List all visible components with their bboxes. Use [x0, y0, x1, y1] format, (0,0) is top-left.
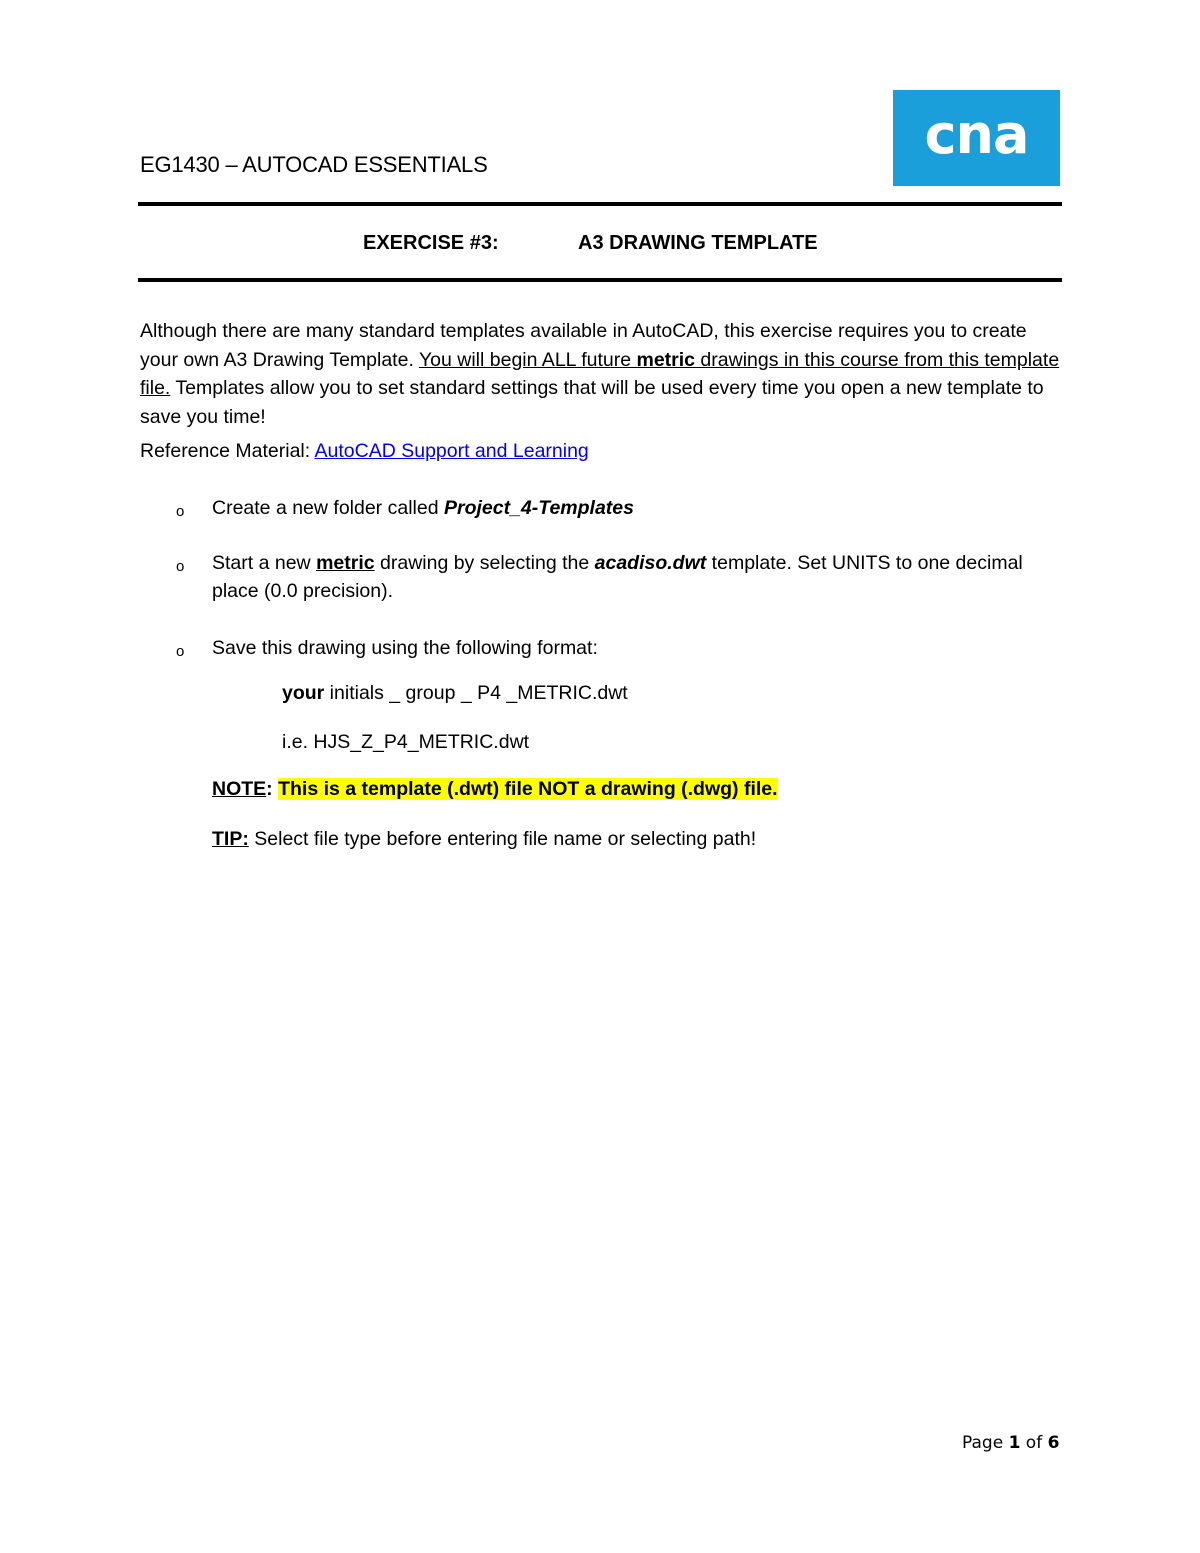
page-number	[962, 1433, 1059, 1453]
step1-folder-name: Project_4-Templates	[443, 497, 634, 519]
step-create-folder	[212, 494, 1072, 522]
tip-text: Select file type before entering file name or selecting path!	[248, 828, 757, 850]
filename-format	[282, 682, 628, 705]
reference-line	[140, 440, 589, 463]
format-rest: initials _ group _ P4 _METRIC.dwt	[324, 682, 628, 704]
autocad-support-link[interactable]: AutoCAD Support and Learning	[314, 440, 589, 462]
intro-underlined-a: You will begin ALL future	[418, 348, 637, 371]
step-save-drawing: Save this drawing using the following format:	[212, 637, 598, 659]
intro-text-end: Templates allow you to set standard settings that will be used every time you open a new template to save you time!	[140, 377, 1044, 428]
intro-underlined-bold: metric	[636, 348, 696, 371]
note-text: This is a template (.dwt) file NOT a drawing (.dwg) file.	[278, 778, 778, 800]
page-total: 6	[1047, 1433, 1060, 1453]
logo-text: cna	[924, 103, 1029, 166]
step2-post: template. Set UNITS to one decimal place (0.0 precision).	[212, 552, 1023, 602]
step2-text: Start a new	[212, 552, 317, 574]
step1-text: Create a new folder called	[212, 497, 444, 519]
page-current: 1	[1008, 1433, 1021, 1453]
cna-logo	[893, 90, 1060, 186]
course-title: EG1430 – AUTOCAD ESSENTIALS	[140, 152, 488, 177]
step2-template-file: acadiso.dwt	[594, 552, 707, 574]
step2-mid: drawing by selecting the	[374, 552, 595, 574]
tip-line	[212, 828, 756, 851]
note-colon: :	[266, 778, 279, 800]
bullet-icon: o	[176, 643, 185, 660]
filename-example: i.e. HJS_Z_P4_METRIC.dwt	[282, 731, 530, 753]
tip-label: TIP:	[212, 828, 249, 850]
reference-label: Reference Material:	[140, 440, 315, 462]
top-divider	[138, 202, 1062, 206]
intro-text: Although there are many standard templates available in AutoCAD, this exercise requires you to create your own A3 Drawing Template.	[140, 320, 1027, 371]
step2-metric: metric	[316, 552, 375, 574]
bullet-icon: o	[176, 558, 185, 575]
intro-paragraph	[140, 317, 1064, 431]
bullet-icon: o	[176, 503, 185, 520]
bottom-divider	[138, 278, 1062, 282]
intro-underlined-b: drawings in this course from this template file.	[140, 348, 1060, 399]
exercise-label: EXERCISE #3:	[363, 232, 499, 254]
exercise-title: A3 DRAWING TEMPLATE	[578, 232, 818, 254]
note-line	[212, 778, 778, 801]
note-label: NOTE	[212, 778, 267, 800]
page-word: Page	[962, 1433, 1009, 1453]
format-your: your	[282, 682, 325, 704]
step-start-drawing	[212, 549, 1072, 605]
page-of: of	[1020, 1433, 1048, 1453]
